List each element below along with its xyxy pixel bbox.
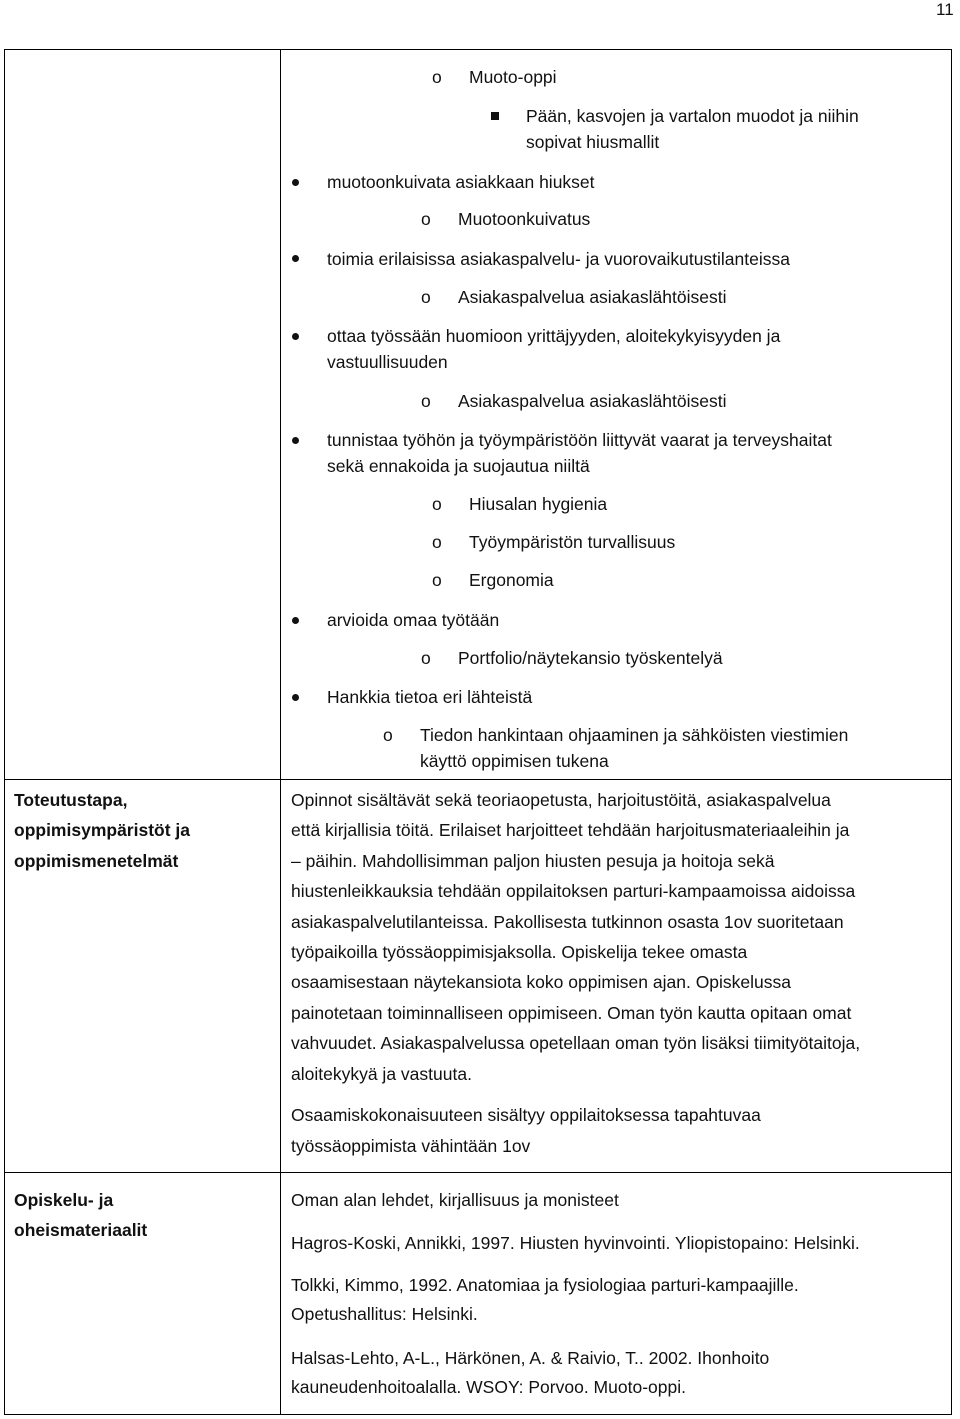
list-item: arvioida omaa työtään: [327, 610, 500, 630]
dot-bullet-icon: [292, 694, 299, 701]
paragraph-line: Osaamiskokonaisuuteen sisältyy oppilaitoksessa tapahtuvaa: [291, 1105, 761, 1125]
list-item-line: Tiedon hankintaan ohjaaminen ja sähköisten viestimien: [420, 725, 849, 745]
dot-bullet-icon: [292, 437, 299, 444]
list-item: Muoto-oppi: [469, 67, 557, 87]
reference-line: Hagros-Koski, Annikki, 1997. Hiusten hyvinvointi. Yliopistopaino: Helsinki.: [291, 1233, 860, 1253]
list-item: toimia erilaisissa asiakaspalvelu- ja vuorovaikutustilanteissa: [327, 249, 790, 269]
list-item: Ergonomia: [469, 570, 554, 590]
dot-bullet-icon: [292, 617, 299, 624]
circle-bullet-icon: o: [421, 209, 431, 229]
circle-bullet-icon: o: [421, 287, 431, 307]
paragraph-line: että kirjallisia töitä. Erilaiset harjoitteet tehdään harjoitusmateriaaleihin ja: [291, 820, 850, 840]
circle-bullet-icon: o: [432, 494, 442, 514]
circle-bullet-icon: o: [432, 570, 442, 590]
list-item: Portfolio/näytekansio työskentelyä: [458, 648, 723, 668]
list-item-line: vastuullisuuden: [327, 352, 448, 372]
list-item: Hiusalan hygienia: [469, 494, 608, 514]
paragraph-line: aloitekykyä ja vastuuta.: [291, 1064, 472, 1084]
circle-bullet-icon: o: [432, 67, 442, 87]
paragraph-line: työpaikoilla työssäoppimisjaksolla. Opiskelija tekee omasta: [291, 942, 748, 962]
row-label-line: oppimisympäristöt ja: [14, 820, 191, 840]
list-item: muotoonkuivata asiakkaan hiukset: [327, 172, 595, 192]
list-item: Muotoonkuivatus: [458, 209, 591, 229]
reference-line: Tolkki, Kimmo, 1992. Anatomiaa ja fysiologiaa parturi-kampaajille.: [291, 1275, 799, 1295]
row-label-line: oheismateriaalit: [14, 1220, 148, 1240]
reference-line: Oman alan lehdet, kirjallisuus ja monisteet: [291, 1190, 619, 1210]
page-number: 11: [936, 0, 954, 19]
paragraph-line: hiustenleikkauksia tehdään oppilaitoksen parturi-kampaamoissa aidoissa: [291, 881, 856, 901]
paragraph-line: – päihin. Mahdollisimman paljon hiusten pesuja ja hoitoja sekä: [291, 851, 775, 871]
paragraph-line: asiakaspalvelutilanteissa. Pakollisesta tutkinnon osasta 1ov suoritetaan: [291, 912, 844, 932]
list-item-line: Pään, kasvojen ja vartalon muodot ja niihin: [526, 106, 859, 126]
list-item-line: käyttö oppimisen tukena: [420, 751, 609, 771]
list-item: Työympäristön turvallisuus: [469, 532, 676, 552]
reference-line: Halsas-Lehto, A-L., Härkönen, A. & Raivio, T.. 2002. Ihonhoito: [291, 1348, 770, 1368]
paragraph-line: Opinnot sisältävät sekä teoriaopetusta, harjoitustöitä, asiakaspalvelua: [291, 790, 831, 810]
paragraph-line: painotetaan toiminnalliseen oppimiseen. Oman työn kautta opitaan omat: [291, 1003, 852, 1023]
dot-bullet-icon: [292, 179, 299, 186]
row-label-line: Toteutustapa,: [14, 790, 128, 810]
paragraph-line: vahvuudet. Asiakaspalvelussa opetellaan oman työn lisäksi tiimityötaitoja,: [291, 1033, 861, 1053]
reference-line: Opetushallitus: Helsinki.: [291, 1304, 478, 1324]
list-item-line: sekä ennakoida ja suojautua niiltä: [327, 456, 590, 476]
circle-bullet-icon: o: [383, 725, 393, 745]
row-label-line: oppimismenetelmät: [14, 851, 179, 871]
list-item-line: ottaa työssään huomioon yrittäjyyden, aloitekykyisyyden ja: [327, 326, 781, 346]
circle-bullet-icon: o: [421, 648, 431, 668]
dot-bullet-icon: [292, 333, 299, 340]
reference-line: kauneudenhoitoalalla. WSOY: Porvoo. Muoto-oppi.: [291, 1377, 686, 1397]
list-item-line: tunnistaa työhön ja työympäristöön liittyvät vaarat ja terveyshaitat: [327, 430, 832, 450]
list-item-line: sopivat hiusmallit: [526, 132, 660, 152]
paragraph-line: työssäoppimista vähintään 1ov: [291, 1136, 531, 1156]
paragraph-line: osaamisestaan näytekansiota koko oppimisen ajan. Opiskelussa: [291, 972, 792, 992]
list-item: Asiakaspalvelua asiakaslähtöisesti: [458, 391, 727, 411]
circle-bullet-icon: o: [432, 532, 442, 552]
dot-bullet-icon: [292, 255, 299, 262]
square-bullet-icon: [491, 112, 499, 120]
circle-bullet-icon: o: [421, 391, 431, 411]
row-label-line: Opiskelu- ja: [14, 1190, 114, 1210]
list-item: Asiakaspalvelua asiakaslähtöisesti: [458, 287, 727, 307]
list-item: Hankkia tietoa eri lähteistä: [327, 687, 533, 707]
